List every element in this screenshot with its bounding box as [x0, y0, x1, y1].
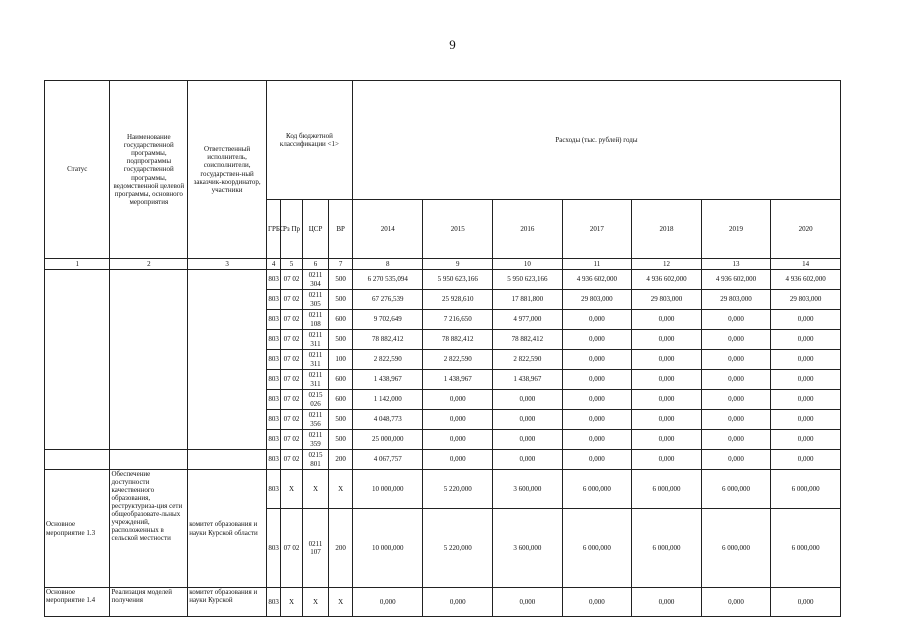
col-number: 8 — [352, 259, 423, 270]
col-number: 4 — [266, 259, 280, 270]
value-cell: 0,000 — [632, 410, 702, 430]
csr-cell: 0211 311 — [302, 370, 329, 390]
value-cell: 0,000 — [771, 370, 841, 390]
value-cell: 0,000 — [493, 450, 563, 470]
value-cell: 6 000,000 — [701, 509, 771, 588]
value-cell: 4 067,757 — [352, 450, 423, 470]
value-cell: 4 977,000 — [493, 310, 563, 330]
grbs-cell: 803 — [266, 410, 280, 430]
value-cell: 0,000 — [423, 410, 493, 430]
rzpr-cell: 07 02 — [281, 270, 302, 290]
value-cell: 0,000 — [632, 588, 702, 617]
rzpr-cell: X — [281, 470, 302, 509]
csr-cell: X — [302, 588, 329, 617]
header-year: 2019 — [701, 200, 771, 259]
csr-cell: 0211 304 — [302, 270, 329, 290]
value-cell: 1 438,967 — [423, 370, 493, 390]
value-cell: 17 881,800 — [493, 290, 563, 310]
value-cell: 5 220,000 — [423, 470, 493, 509]
rzpr-cell: X — [281, 588, 302, 617]
grbs-cell: 803 — [266, 450, 280, 470]
value-cell: 0,000 — [771, 588, 841, 617]
rzpr-cell: 07 02 — [281, 330, 302, 350]
value-cell: 6 000,000 — [771, 509, 841, 588]
value-cell: 6 000,000 — [632, 509, 702, 588]
grbs-cell: 803 — [266, 330, 280, 350]
col-number: 7 — [329, 259, 353, 270]
value-cell: 0,000 — [423, 450, 493, 470]
value-cell: 0,000 — [562, 330, 632, 350]
vr-cell: 200 — [329, 450, 353, 470]
value-cell: 0,000 — [493, 410, 563, 430]
csr-cell: 0215 026 — [302, 390, 329, 410]
value-cell: 0,000 — [562, 410, 632, 430]
value-cell: 0,000 — [701, 350, 771, 370]
value-cell: 0,000 — [562, 310, 632, 330]
value-cell: 0,000 — [562, 430, 632, 450]
value-cell: 6 000,000 — [701, 470, 771, 509]
value-cell: 0,000 — [632, 330, 702, 350]
col-number: 5 — [281, 259, 302, 270]
value-cell: 6 000,000 — [771, 470, 841, 509]
name-cell: Обеспечение доступности качественного образования, реструктуриза-ция сети общеобразовате-льных учреждений, расположенных в сельской местности — [110, 470, 188, 588]
value-cell: 5 950 623,166 — [423, 270, 493, 290]
value-cell: 6 000,000 — [562, 470, 632, 509]
value-cell: 2 822,590 — [352, 350, 423, 370]
value-cell: 0,000 — [701, 390, 771, 410]
table-row — [45, 450, 841, 470]
value-cell: 0,000 — [493, 430, 563, 450]
col-number: 1 — [45, 259, 110, 270]
vr-cell: 600 — [329, 310, 353, 330]
value-cell: 0,000 — [562, 450, 632, 470]
value-cell: 3 600,000 — [493, 509, 563, 588]
executor-cell-empty — [188, 270, 267, 450]
value-cell: 0,000 — [701, 430, 771, 450]
value-cell: 4 936 602,000 — [771, 270, 841, 290]
table-row — [45, 270, 841, 290]
value-cell: 2 822,590 — [423, 350, 493, 370]
value-cell: 29 803,000 — [562, 290, 632, 310]
executor-cell: комитет образования и науки Курской — [188, 588, 267, 617]
value-cell: 0,000 — [701, 410, 771, 430]
value-cell: 0,000 — [771, 430, 841, 450]
vr-cell: 500 — [329, 290, 353, 310]
header-csr: ЦСР — [302, 200, 329, 259]
value-cell: 1 438,967 — [352, 370, 423, 390]
rzpr-cell: 07 02 — [281, 509, 302, 588]
table-row — [45, 588, 841, 617]
value-cell: 67 276,539 — [352, 290, 423, 310]
grbs-cell: 803 — [266, 588, 280, 617]
value-cell: 0,000 — [632, 350, 702, 370]
col-number: 11 — [562, 259, 632, 270]
value-cell: 0,000 — [632, 450, 702, 470]
table-row — [45, 470, 841, 509]
col-number: 6 — [302, 259, 329, 270]
value-cell: 0,000 — [771, 350, 841, 370]
csr-cell: 0211 311 — [302, 330, 329, 350]
value-cell: 29 803,000 — [771, 290, 841, 310]
rzpr-cell: 07 02 — [281, 310, 302, 330]
header-year: 2015 — [423, 200, 493, 259]
vr-cell: X — [329, 588, 353, 617]
value-cell: 2 822,590 — [493, 350, 563, 370]
value-cell: 0,000 — [632, 390, 702, 410]
csr-cell: 0211 305 — [302, 290, 329, 310]
value-cell: 78 882,412 — [352, 330, 423, 350]
value-cell: 0,000 — [701, 450, 771, 470]
rzpr-cell: 07 02 — [281, 410, 302, 430]
header-year: 2020 — [771, 200, 841, 259]
value-cell: 6 000,000 — [562, 509, 632, 588]
header-code-group: Код бюджетной классификации <1> — [266, 81, 352, 200]
col-number: 13 — [701, 259, 771, 270]
header-status: Статус — [45, 81, 110, 259]
value-cell: 0,000 — [493, 588, 563, 617]
value-cell: 25 928,610 — [423, 290, 493, 310]
header-grbs: ГРБС — [266, 200, 280, 259]
value-cell: 0,000 — [562, 588, 632, 617]
header-expenses-group: Расходы (тыс. рублей) годы — [352, 81, 840, 200]
header-year: 2018 — [632, 200, 702, 259]
vr-cell: X — [329, 470, 353, 509]
name-cell-empty — [110, 270, 188, 450]
csr-cell: 0215 801 — [302, 450, 329, 470]
value-cell: 4 936 602,000 — [632, 270, 702, 290]
executor-cell: комитет образования и науки Курской области — [188, 470, 267, 588]
header-year: 2017 — [562, 200, 632, 259]
status-cell-empty — [45, 450, 110, 470]
value-cell: 78 882,412 — [423, 330, 493, 350]
vr-cell: 500 — [329, 330, 353, 350]
value-cell: 0,000 — [562, 370, 632, 390]
value-cell: 0,000 — [493, 390, 563, 410]
value-cell: 1 142,000 — [352, 390, 423, 410]
value-cell: 0,000 — [423, 588, 493, 617]
vr-cell: 500 — [329, 430, 353, 450]
vr-cell: 500 — [329, 410, 353, 430]
grbs-cell: 803 — [266, 270, 280, 290]
status-cell-empty — [45, 270, 110, 450]
csr-cell: 0211 359 — [302, 430, 329, 450]
value-cell: 0,000 — [562, 350, 632, 370]
value-cell: 4 936 602,000 — [562, 270, 632, 290]
header-rzpr: Рз Пр — [281, 200, 302, 259]
csr-cell: X — [302, 470, 329, 509]
grbs-cell: 803 — [266, 509, 280, 588]
vr-cell: 200 — [329, 509, 353, 588]
value-cell: 6 270 535,094 — [352, 270, 423, 290]
value-cell: 5 950 623,166 — [493, 270, 563, 290]
value-cell: 3 600,000 — [493, 470, 563, 509]
header-year: 2016 — [493, 200, 563, 259]
column-number-row — [45, 259, 841, 270]
value-cell: 0,000 — [352, 588, 423, 617]
grbs-cell: 803 — [266, 370, 280, 390]
grbs-cell: 803 — [266, 390, 280, 410]
value-cell: 4 936 602,000 — [701, 270, 771, 290]
col-number: 3 — [188, 259, 267, 270]
vr-cell: 600 — [329, 370, 353, 390]
value-cell: 0,000 — [701, 588, 771, 617]
col-number: 12 — [632, 259, 702, 270]
value-cell: 0,000 — [701, 330, 771, 350]
name-cell: Реализация моделей получения — [110, 588, 188, 617]
value-cell: 0,000 — [632, 430, 702, 450]
csr-cell: 0211 108 — [302, 310, 329, 330]
col-number: 2 — [110, 259, 188, 270]
value-cell: 6 000,000 — [632, 470, 702, 509]
value-cell: 0,000 — [701, 370, 771, 390]
value-cell: 9 702,649 — [352, 310, 423, 330]
vr-cell: 100 — [329, 350, 353, 370]
col-number: 14 — [771, 259, 841, 270]
grbs-cell: 803 — [266, 310, 280, 330]
header-row — [45, 81, 841, 200]
grbs-cell: 803 — [266, 430, 280, 450]
value-cell: 0,000 — [771, 450, 841, 470]
value-cell: 0,000 — [423, 430, 493, 450]
executor-cell-empty — [188, 450, 267, 470]
value-cell: 29 803,000 — [701, 290, 771, 310]
grbs-cell: 803 — [266, 350, 280, 370]
header-executor: Ответственный исполнитель, соисполнители, государствен-ный заказчик-координатор, участники — [188, 81, 267, 259]
rzpr-cell: 07 02 — [281, 370, 302, 390]
header-year: 2014 — [352, 200, 423, 259]
value-cell: 7 216,650 — [423, 310, 493, 330]
vr-cell: 500 — [329, 270, 353, 290]
value-cell: 0,000 — [632, 370, 702, 390]
status-cell: Основное мероприятие 1.4 — [45, 588, 110, 617]
grbs-cell: 803 — [266, 290, 280, 310]
rzpr-cell: 07 02 — [281, 390, 302, 410]
vr-cell: 600 — [329, 390, 353, 410]
value-cell: 1 438,967 — [493, 370, 563, 390]
rzpr-cell: 07 02 — [281, 450, 302, 470]
value-cell: 29 803,000 — [632, 290, 702, 310]
csr-cell: 0211 311 — [302, 350, 329, 370]
rzpr-cell: 07 02 — [281, 290, 302, 310]
status-cell: Основное мероприятие 1.3 — [45, 470, 110, 588]
value-cell: 0,000 — [423, 390, 493, 410]
col-number: 9 — [423, 259, 493, 270]
value-cell: 10 000,000 — [352, 470, 423, 509]
value-cell: 78 882,412 — [493, 330, 563, 350]
header-name: Наименование государственной программы, подпрограммы государственной программы, ведомственной целевой программы, основного мероприятия — [110, 81, 188, 259]
header-vr: ВР — [329, 200, 353, 259]
value-cell: 0,000 — [771, 330, 841, 350]
value-cell: 4 048,773 — [352, 410, 423, 430]
col-number: 10 — [493, 259, 563, 270]
value-cell: 10 000,000 — [352, 509, 423, 588]
csr-cell: 0211 356 — [302, 410, 329, 430]
page-number: 9 — [449, 37, 456, 52]
value-cell: 0,000 — [562, 390, 632, 410]
name-cell-empty — [110, 450, 188, 470]
rzpr-cell: 07 02 — [281, 430, 302, 450]
value-cell: 0,000 — [632, 310, 702, 330]
csr-cell: 0211 107 — [302, 509, 329, 588]
budget-table — [44, 80, 841, 617]
grbs-cell: 803 — [266, 470, 280, 509]
value-cell: 25 000,000 — [352, 430, 423, 450]
value-cell: 0,000 — [771, 390, 841, 410]
value-cell: 0,000 — [771, 410, 841, 430]
rzpr-cell: 07 02 — [281, 350, 302, 370]
value-cell: 5 220,000 — [423, 509, 493, 588]
value-cell: 0,000 — [771, 310, 841, 330]
value-cell: 0,000 — [701, 310, 771, 330]
